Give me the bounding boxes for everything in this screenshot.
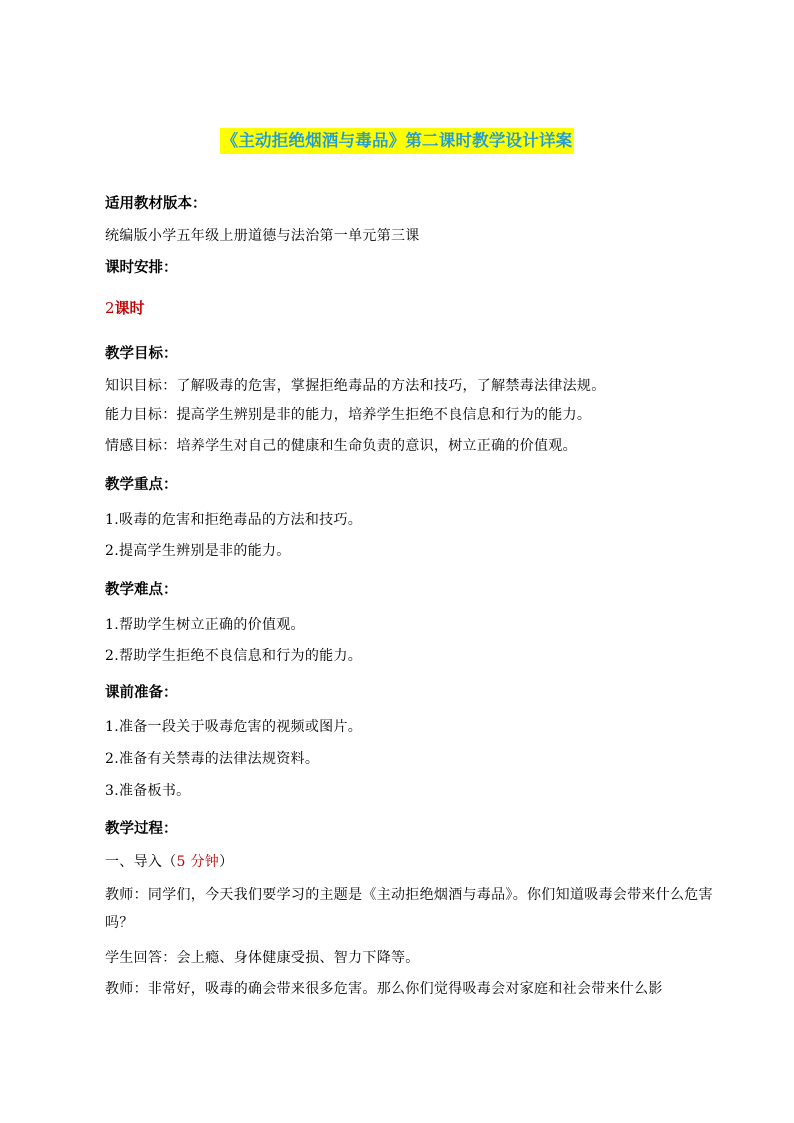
goals-heading: 教学目标： (105, 346, 178, 362)
title-container (0, 128, 794, 154)
document-title: 《主动拒绝烟酒与毒品》第二课时教学设计详案 (220, 128, 575, 154)
schedule-heading: 课时安排： (105, 260, 178, 276)
step1-heading (105, 852, 725, 872)
dialog-teacher-1: 教师：同学们，今天我们要学习的主题是《主动拒绝烟酒与毒品》。你们知道吸毒会带来什么危害吗？ (105, 887, 713, 931)
schedule-number: 2 (105, 299, 115, 317)
difficult-point-2: 2.帮助学生拒绝不良信息和行为的能力。 (105, 648, 363, 664)
edition-heading: 适用教材版本： (105, 196, 207, 212)
key-point-1: 1.吸毒的危害和拒绝毒品的方法和技巧。 (105, 512, 363, 528)
prep-heading: 课前准备： (105, 685, 178, 701)
key-heading: 教学重点： (105, 477, 178, 493)
prep-item-2: 2.准备有关禁毒的法律法规资料。 (105, 751, 320, 767)
step1-prefix: 一、导入（ (105, 854, 177, 870)
schedule-value (105, 298, 725, 319)
prep-item-1: 1.准备一段关于吸毒危害的视频或图片。 (105, 719, 363, 735)
dialog-teacher-2: 教师：非常好，吸毒的确会带来很多危害。那么你们觉得吸毒会对家庭和社会带来什么影 (105, 981, 663, 997)
schedule-unit: 课时 (114, 299, 145, 317)
step1-suffix: ） (219, 854, 234, 870)
goal-ability: 能力目标：提高学生辨别是非的能力，培养学生拒绝不良信息和行为的能力。 (105, 407, 592, 423)
edition-text: 统编版小学五年级上册道德与法治第一单元第三课 (105, 228, 420, 244)
difficult-heading: 教学难点： (105, 582, 178, 598)
goal-emotion: 情感目标：培养学生对自己的健康和生命负责的意识，树立正确的价值观。 (105, 438, 577, 454)
prep-item-3: 3.准备板书。 (105, 783, 191, 799)
process-heading: 教学过程： (105, 821, 178, 837)
goal-knowledge: 知识目标：了解吸毒的危害，掌握拒绝毒品的方法和技巧，了解禁毒法律法规。 (105, 378, 606, 394)
key-point-2: 2.提高学生辨别是非的能力。 (105, 543, 291, 559)
step1-time: 5 分钟 (176, 854, 220, 870)
difficult-point-1: 1.帮助学生树立正确的价值观。 (105, 617, 305, 633)
dialog-student-1: 学生回答：会上瘾、身体健康受损、智力下降等。 (105, 950, 420, 966)
